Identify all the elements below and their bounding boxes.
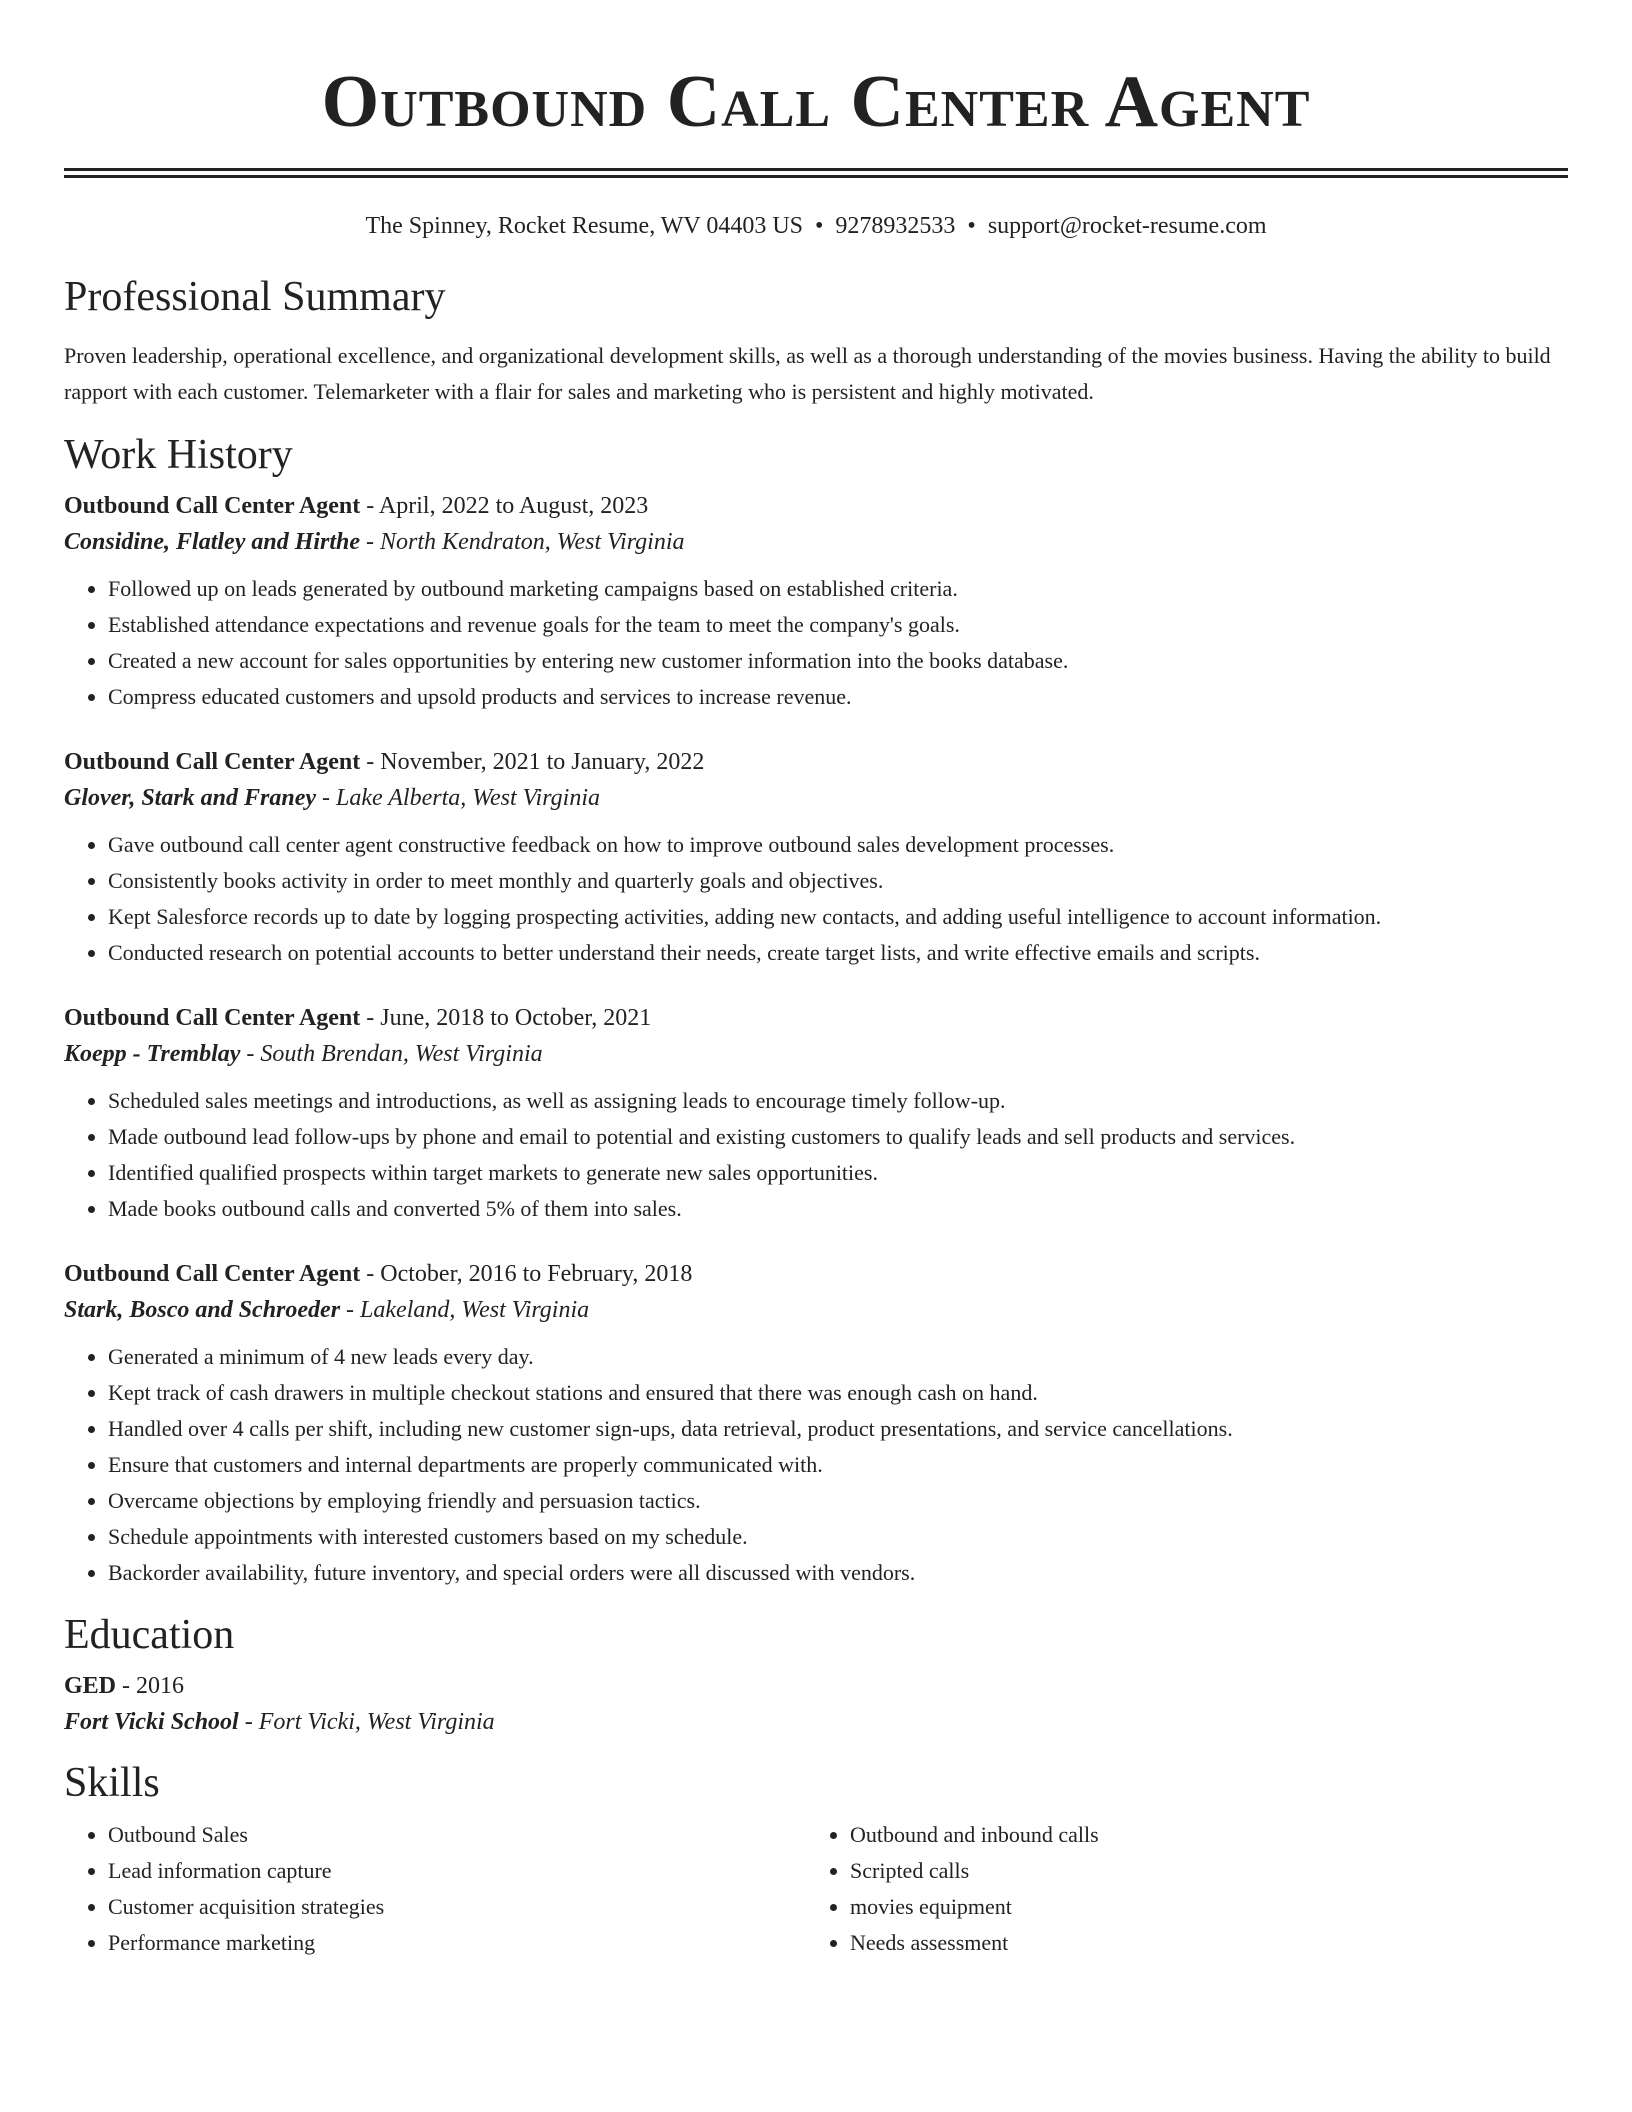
job-entry	[64, 489, 1568, 715]
job-bullet: • Made books outbound calls and converted 5% of them into sales.	[108, 1191, 1568, 1227]
job-bullet: • Overcame objections by employing friendly and persuasion tactics.	[108, 1483, 1568, 1519]
skill-item: • Outbound Sales	[108, 1817, 806, 1853]
job-bullet: • Compress educated customers and upsold products and services to increase revenue.	[108, 679, 1568, 715]
job-title-line	[64, 1257, 1568, 1291]
job-bullet: • Handled over 4 calls per shift, including new customer sign-ups, data retrieval, product presentations, and service cancellations.	[108, 1411, 1568, 1447]
company-location: - Lakeland, West Virginia	[340, 1297, 590, 1323]
job-bullet: • Kept track of cash drawers in multiple checkout stations and ensured that there was enough cash on hand.	[108, 1375, 1568, 1411]
job-bullet: • Made outbound lead follow-ups by phone and email to potential and existing customers to qualify leads and sell products and services.	[108, 1119, 1568, 1155]
work-history-heading: Work History	[64, 432, 293, 478]
contact-separator: •	[815, 213, 824, 239]
job-dates: - October, 2016 to February, 2018	[360, 1261, 693, 1287]
skill-item: • Performance marketing	[108, 1925, 806, 1961]
job-title: Outbound Call Center Agent	[64, 1261, 361, 1287]
skill-item: • movies equipment	[850, 1889, 1548, 1925]
school-line	[64, 1703, 1568, 1741]
job-dates: - June, 2018 to October, 2021	[360, 1005, 652, 1031]
company-location: - South Brendan, West Virginia	[240, 1041, 543, 1067]
degree-name: GED	[64, 1673, 117, 1699]
job-bullets	[64, 1339, 1568, 1591]
job-bullet: • Generated a minimum of 4 new leads every day.	[108, 1339, 1568, 1375]
job-dates: - April, 2022 to August, 2023	[360, 493, 649, 519]
header-divider-thin	[64, 175, 1568, 178]
degree-line	[64, 1669, 1568, 1703]
job-bullet: • Gave outbound call center agent constructive feedback on how to improve outbound sales development processes.	[108, 827, 1568, 863]
company-line	[64, 779, 1568, 817]
school-name: Fort Vicki School	[64, 1709, 239, 1735]
job-title: Outbound Call Center Agent	[64, 1005, 361, 1031]
job-entry	[64, 1001, 1568, 1227]
skill-item: • Scripted calls	[850, 1853, 1548, 1889]
job-bullets	[64, 1083, 1568, 1227]
resume-page	[64, 0, 1568, 1961]
job-title: Outbound Call Center Agent	[64, 749, 361, 775]
skill-item: • Customer acquisition strategies	[108, 1889, 806, 1925]
education-entry	[64, 1669, 1568, 1741]
job-bullet: • Backorder availability, future inventory, and special orders were all discussed with vendors.	[108, 1555, 1568, 1591]
skill-item: • Outbound and inbound calls	[850, 1817, 1548, 1853]
resume-name: Outbound Call Center Agent	[321, 61, 1311, 143]
job-bullet: • Established attendance expectations and revenue goals for the team to meet the company's goals.	[108, 607, 1568, 643]
contact-email: support@rocket-resume.com	[987, 213, 1267, 239]
job-bullet: • Kept Salesforce records up to date by logging prospecting activities, adding new contacts, and adding useful intelligence to account information.	[108, 899, 1568, 935]
job-entry	[64, 745, 1568, 971]
job-bullet: • Identified qualified prospects within target markets to generate new sales opportunities.	[108, 1155, 1568, 1191]
job-bullet: • Created a new account for sales opportunities by entering new customer information into the books database.	[108, 643, 1568, 679]
job-bullet: • Ensure that customers and internal departments are properly communicated with.	[108, 1447, 1568, 1483]
job-entry	[64, 1257, 1568, 1591]
company-line	[64, 1035, 1568, 1073]
company-line	[64, 523, 1568, 561]
company-line	[64, 1291, 1568, 1329]
job-bullet: • Consistently books activity in order to meet monthly and quarterly goals and objectives.	[108, 863, 1568, 899]
contact-address: The Spinney, Rocket Resume, WV 04403 US	[365, 213, 804, 239]
contact-line	[64, 211, 1568, 241]
header-divider-thick	[64, 168, 1568, 171]
education-heading: Education	[64, 1612, 235, 1658]
summary-text: Proven leadership, operational excellence, and organizational development skills, as well as a thorough understanding of the movies business. Having the ability to build rapport with each customer. Telemarketer with a flair for sales and marketing who is persistent and highly motivated.	[64, 343, 1551, 404]
company-name: Considine, Flatley and Hirthe	[64, 529, 361, 555]
job-bullet: • Followed up on leads generated by outbound marketing campaigns based on established criteria.	[108, 571, 1568, 607]
skill-item: • Lead information capture	[108, 1853, 806, 1889]
skills-list-left	[64, 1817, 806, 1961]
skills-list-right	[806, 1817, 1548, 1961]
job-title-line	[64, 745, 1568, 779]
company-location: - Lake Alberta, West Virginia	[316, 785, 601, 811]
job-bullets	[64, 827, 1568, 971]
company-name: Koepp - Tremblay	[64, 1041, 241, 1067]
school-location: - Fort Vicki, West Virginia	[238, 1709, 495, 1735]
job-bullet: • Scheduled sales meetings and introductions, as well as assigning leads to encourage timely follow-up.	[108, 1083, 1568, 1119]
job-title: Outbound Call Center Agent	[64, 493, 361, 519]
skills-columns	[64, 1817, 1568, 1961]
company-location: - North Kendraton, West Virginia	[360, 529, 685, 555]
summary-heading: Professional Summary	[64, 274, 446, 320]
degree-year: - 2016	[116, 1673, 185, 1699]
job-title-line	[64, 489, 1568, 523]
contact-separator: •	[967, 213, 976, 239]
job-title-line	[64, 1001, 1568, 1035]
skills-heading: Skills	[64, 1760, 160, 1806]
job-bullet: • Conducted research on potential accounts to better understand their needs, create target lists, and write effective emails and scripts.	[108, 935, 1568, 971]
job-dates: - November, 2021 to January, 2022	[360, 749, 705, 775]
job-bullet: • Schedule appointments with interested customers based on my schedule.	[108, 1519, 1568, 1555]
skill-item: • Needs assessment	[850, 1925, 1548, 1961]
job-bullets	[64, 571, 1568, 715]
company-name: Stark, Bosco and Schroeder	[64, 1297, 341, 1323]
contact-phone: 9278932533	[835, 213, 956, 239]
company-name: Glover, Stark and Franey	[64, 785, 317, 811]
